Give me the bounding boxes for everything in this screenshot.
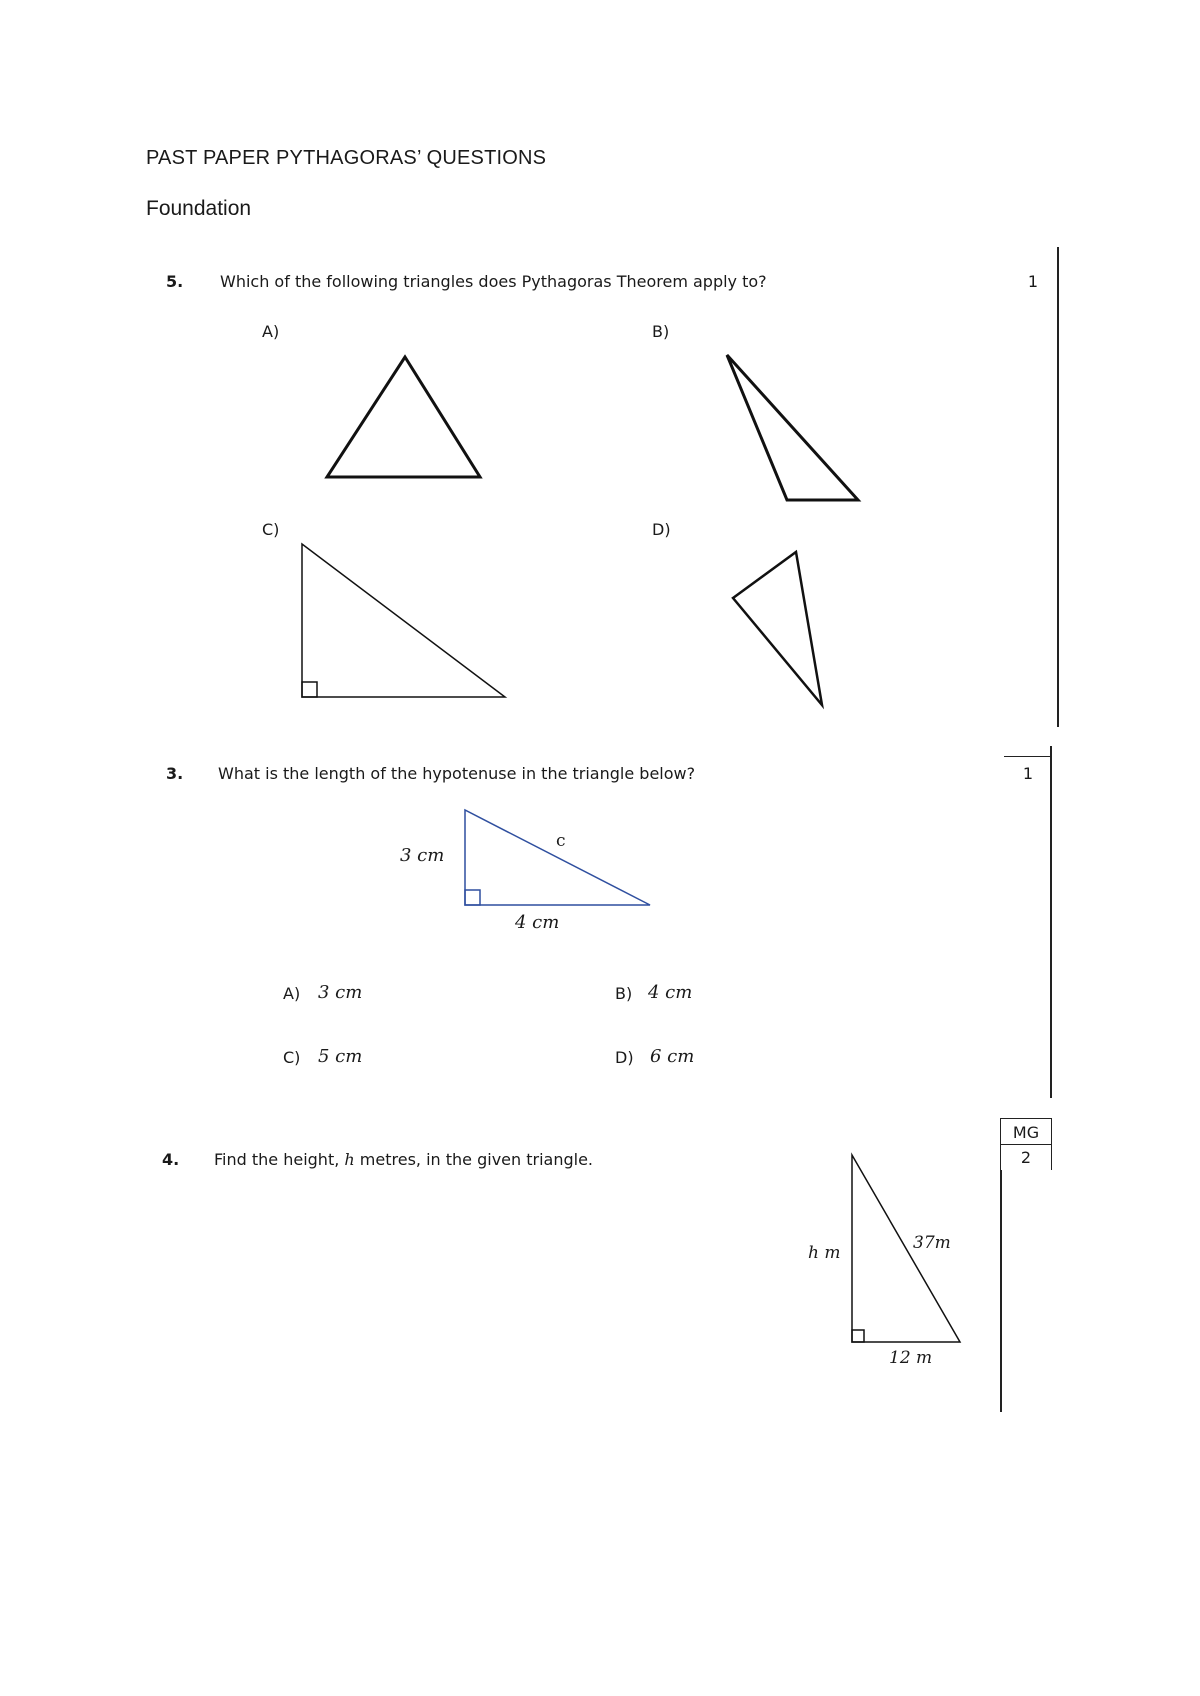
question-5-text: Which of the following triangles does Pythagoras Theorem apply to? (220, 272, 767, 291)
q4-height-label: h m (808, 1243, 841, 1263)
q3-option-d-value: 6 cm (650, 1046, 695, 1067)
q3-option-b-value: 4 cm (648, 982, 693, 1003)
q4-hypotenuse-label: 37m (913, 1233, 951, 1253)
q4-marks: 2 (1020, 1148, 1032, 1167)
q3-option-d-label: D) (615, 1048, 634, 1067)
q4-text-after: metres, in the given triangle. (354, 1150, 593, 1169)
q3-option-c-label: C) (283, 1048, 301, 1067)
q4-text-before: Find the height, (214, 1150, 345, 1169)
q4-base-label: 12 m (889, 1348, 933, 1368)
q4-right-angle-marker (852, 1330, 864, 1342)
q3-hypotenuse-label: c (556, 831, 566, 851)
question-5-number: 5. (166, 272, 184, 291)
q3-side-horizontal-label: 4 cm (515, 912, 560, 933)
q5-option-d-label: D) (652, 520, 671, 539)
question-3-marks: 1 (1022, 764, 1034, 783)
page-title: PAST PAPER PYTHAGORAS’ QUESTIONS (146, 147, 547, 169)
question-3-text: What is the length of the hypotenuse in the triangle below? (218, 764, 696, 783)
question-3-number: 3. (166, 764, 184, 783)
q3-option-a-value: 3 cm (318, 982, 363, 1003)
q4-variable: h (344, 1150, 355, 1169)
q3-side-vertical-label: 3 cm (400, 845, 445, 866)
q5-option-c-label: C) (262, 520, 280, 539)
question-5-marks: 1 (1027, 272, 1039, 291)
q4-marks-code: MG (1001, 1119, 1051, 1145)
question-4-number: 4. (162, 1150, 180, 1169)
q3-option-a-label: A) (283, 984, 301, 1003)
q3-option-c-value: 5 cm (318, 1046, 363, 1067)
q3-option-b-label: B) (615, 984, 633, 1003)
section-label: Foundation (146, 197, 252, 220)
q5-option-b-label: B) (652, 322, 670, 341)
q5-option-a-label: A) (262, 322, 280, 341)
